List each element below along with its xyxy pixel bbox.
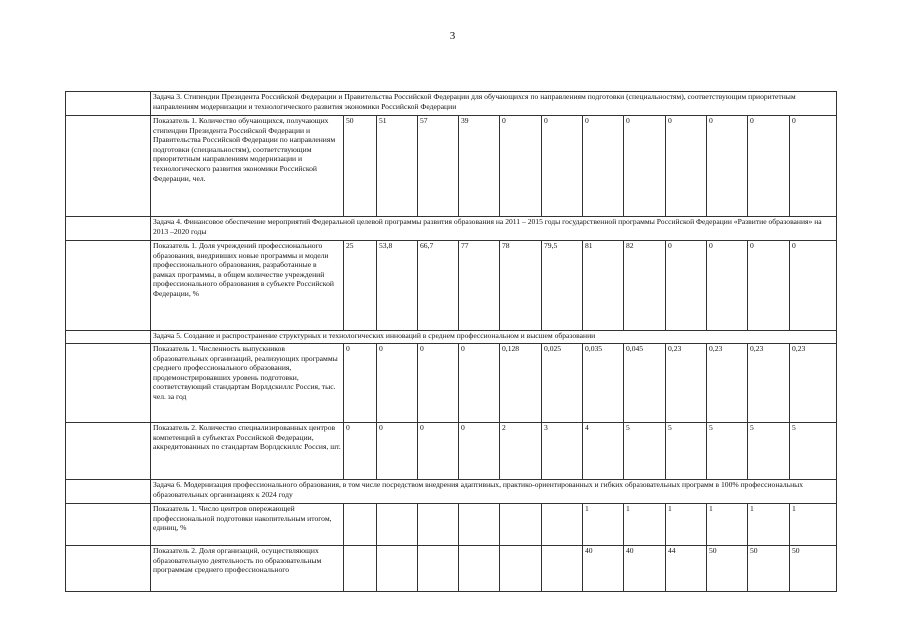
indicator-value: 0,23 (790, 344, 837, 423)
indicator-value: 0 (707, 116, 748, 217)
indicator-value: 1 (707, 504, 748, 546)
indicator-value: 78 (500, 241, 542, 331)
indicator-value: 81 (583, 241, 624, 331)
indicator-value: 0 (459, 423, 500, 480)
indicator-label: Показатель 1. Число центров опережающей профессиональной подготовки накопительным итогом, единиц, % (151, 504, 344, 546)
indicator-value: 50 (344, 116, 377, 217)
indicator-value (377, 546, 418, 592)
indicator-value: 0 (707, 241, 748, 331)
blank-cell (66, 546, 151, 592)
indicator-label: Показатель 2. Количество специализированных центров компетенций в субъектах Российской Федерации, аккредитованных по стандартам Ворлдскиллс Россия, шт. (151, 423, 344, 480)
indicator-value: 0 (500, 116, 542, 217)
indicator-value: 5 (707, 423, 748, 480)
indicator-value: 39 (459, 116, 500, 217)
indicator-value: 0,025 (542, 344, 583, 423)
indicator-value (377, 504, 418, 546)
indicator-label: Показатель 1. Доля учреждений профессионального образования, внедривших новые программы и модели профессионального образования, разработанные в рамках программы, в общем количестве учреждений профессионального образования в субъекте Российской Федерации, % (151, 241, 344, 331)
indicator-value: 40 (624, 546, 666, 592)
blank-cell (66, 423, 151, 480)
indicator-value (542, 504, 583, 546)
indicator-value (344, 504, 377, 546)
indicator-value: 0 (583, 116, 624, 217)
indicator-value (418, 546, 459, 592)
indicator-value: 66,7 (418, 241, 459, 331)
indicator-value (459, 504, 500, 546)
indicator-value: 0 (624, 116, 666, 217)
blank-cell (66, 331, 151, 344)
indicator-value (418, 504, 459, 546)
indicator-value: 0 (666, 116, 707, 217)
indicator-value: 1 (666, 504, 707, 546)
task-row (66, 331, 837, 344)
blank-cell (66, 241, 151, 331)
task-heading: Задача 6. Модернизация профессионального образования, в том числе посредством внедрения адаптивных, практико-ориентированных и гибких образовательных программ в 100% профессиональных образовательных организациях к 2024 году (151, 480, 837, 504)
indicator-value: 1 (790, 504, 837, 546)
indicator-value: 0 (344, 423, 377, 480)
indicator-row (66, 504, 837, 546)
indicator-value: 0,23 (707, 344, 748, 423)
indicator-value: 0 (790, 116, 837, 217)
indicator-value: 50 (790, 546, 837, 592)
blank-cell (66, 344, 151, 423)
indicator-value: 0,128 (500, 344, 542, 423)
indicator-row (66, 344, 837, 423)
indicator-value: 1 (748, 504, 790, 546)
task-heading: Задача 3. Стипендии Президента Российской Федерации и Правительства Российской Федерации для обучающихся по направлениям подготовки (специальностям), соответствующим приоритетным направлениям модернизации и технологического развития экономики Российской Федерации (151, 92, 837, 116)
blank-cell (66, 217, 151, 241)
task-row (66, 480, 837, 504)
indicator-value: 0,23 (666, 344, 707, 423)
indicator-value: 0 (418, 344, 459, 423)
blank-cell (66, 92, 151, 116)
indicator-value: 50 (707, 546, 748, 592)
indicator-value (500, 504, 542, 546)
indicator-value: 77 (459, 241, 500, 331)
indicator-value (500, 546, 542, 592)
indicator-value: 2 (500, 423, 542, 480)
blank-cell (66, 480, 151, 504)
indicator-value: 0 (459, 344, 500, 423)
blank-cell (66, 504, 151, 546)
indicator-table (65, 91, 837, 592)
indicator-value: 44 (666, 546, 707, 592)
indicator-row (66, 423, 837, 480)
indicator-value: 40 (583, 546, 624, 592)
indicator-value: 57 (418, 116, 459, 217)
indicator-value: 5 (790, 423, 837, 480)
indicator-value: 0 (377, 344, 418, 423)
indicator-value: 1 (583, 504, 624, 546)
indicator-value: 50 (748, 546, 790, 592)
indicator-value (459, 546, 500, 592)
indicator-value: 4 (583, 423, 624, 480)
indicator-value (542, 546, 583, 592)
task-heading: Задача 5. Создание и распространение структурных и технологических инноваций в среднем профессиональном и высшем образовании (151, 331, 837, 344)
indicator-value: 0 (790, 241, 837, 331)
indicator-value: 82 (624, 241, 666, 331)
indicator-value: 5 (666, 423, 707, 480)
indicator-row (66, 546, 837, 592)
indicator-label: Показатель 1. Численность выпускников образовательных организаций, реализующих программы среднего профессионального образования, продемонстрировавших уровень подготовки, соответствующий стандартам Ворлдскиллс Россия, тыс. чел. за год (151, 344, 344, 423)
indicator-value: 0,045 (624, 344, 666, 423)
indicator-value: 0,23 (748, 344, 790, 423)
indicator-value: 51 (377, 116, 418, 217)
indicator-value: 0 (377, 423, 418, 480)
indicator-label: Показатель 1. Количество обучающихся, получающих стипендии Президента Российской Федерации и Правительства Российской Федерации по направлениям подготовки (специальностям), соответствующим приоритетным направлениям модернизации и технологического развития экономики Российской Федерации, чел. (151, 116, 344, 217)
blank-cell (66, 116, 151, 217)
indicator-value: 0 (666, 241, 707, 331)
indicator-value: 0 (418, 423, 459, 480)
indicator-value: 5 (748, 423, 790, 480)
indicator-value: 1 (624, 504, 666, 546)
task-row (66, 92, 837, 116)
page-number: 3 (449, 30, 456, 42)
indicator-value: 25 (344, 241, 377, 331)
indicator-label: Показатель 2. Доля организаций, осуществляющих образовательную деятельность по образовательным программам среднего профессионального (151, 546, 344, 592)
task-row (66, 217, 837, 241)
indicator-row (66, 241, 837, 331)
indicator-value: 0 (748, 241, 790, 331)
indicator-row (66, 116, 837, 217)
indicator-value: 0 (542, 116, 583, 217)
indicator-value: 5 (624, 423, 666, 480)
indicator-value: 53,8 (377, 241, 418, 331)
indicator-value: 0 (344, 344, 377, 423)
indicator-value (344, 546, 377, 592)
indicator-value: 0 (748, 116, 790, 217)
indicator-value: 0,035 (583, 344, 624, 423)
task-heading: Задача 4. Финансовое обеспечение мероприятий Федеральной целевой программы развития образования на 2011 – 2015 годы государственной программы Российской Федерации «Развитие образования» на 2013 –2020 годы (151, 217, 837, 241)
indicator-value: 79,5 (542, 241, 583, 331)
indicator-value: 3 (542, 423, 583, 480)
